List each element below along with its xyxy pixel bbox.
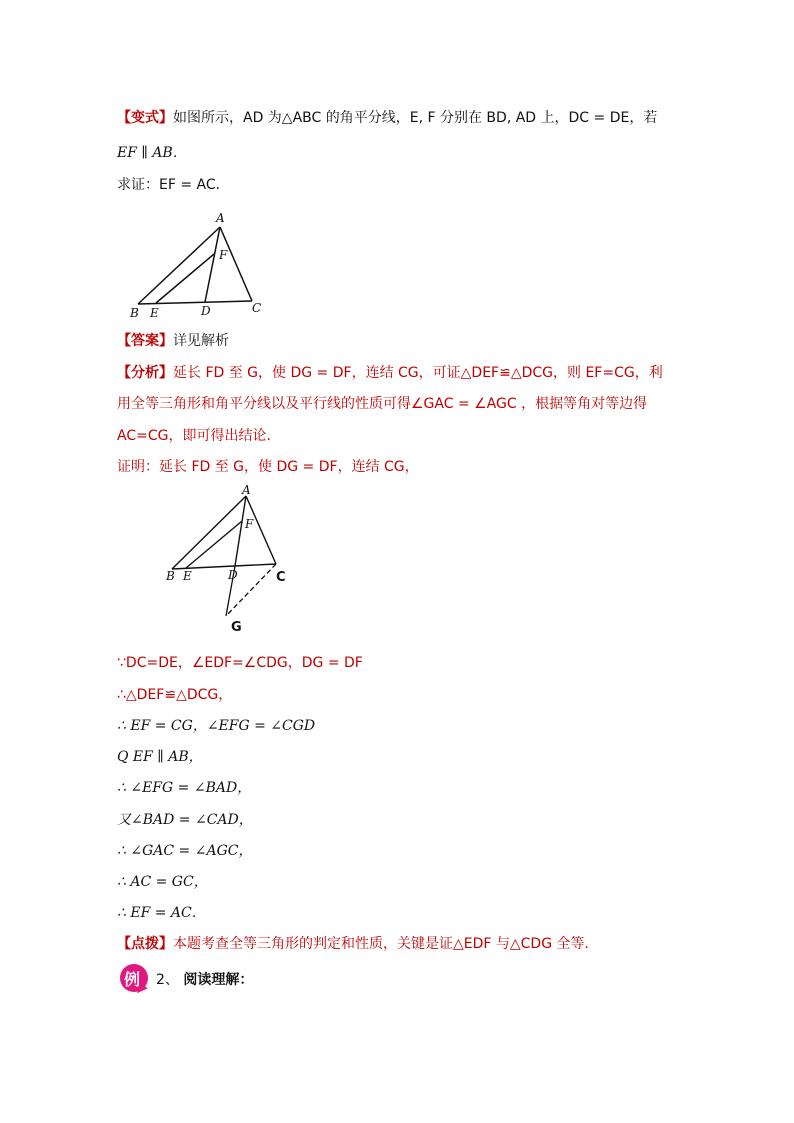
answer-tag: 【答案】 (117, 333, 173, 349)
proof-step-6: 又∠BAD = ∠CAD， (117, 812, 253, 828)
proof-step-5: ∴ ∠EFG = ∠BAD， (117, 780, 252, 796)
label-a: A (242, 484, 251, 497)
segment-ad (235, 496, 246, 566)
label-b: B (130, 306, 139, 320)
label-d: D (228, 568, 238, 582)
analysis-line-2: 用全等三角形和角平分线以及平行线的性质可得∠GAC = ∠AGC ，根据等角对等边得 (117, 396, 648, 412)
variant-tag: 【变式】 (117, 110, 173, 126)
label-f: F (219, 248, 228, 262)
label-d: D (201, 304, 211, 318)
proof-step-8: ∴ AC = GC， (117, 874, 208, 890)
tip-text: 本题考查全等三角形的判定和性质，关键是证△EDF 与△CDG 全等． (173, 936, 599, 952)
label-c: C (276, 570, 286, 585)
example-number: 2、 (156, 972, 179, 988)
label-e: E (150, 306, 159, 320)
proof-step-3: ∴ EF = CG，∠EFG = ∠CGD (117, 718, 316, 734)
variant-line-2: EF ∥ AB． (117, 145, 187, 161)
label-a: A (216, 211, 225, 225)
label-b: B (166, 569, 175, 583)
analysis-text-1: 延长 FD 至 G，使 DG = DF，连结 CG，可证△DEF≌△DCG，则 EF=CG，利 (173, 365, 663, 381)
tip-tag: 【点拨】 (117, 936, 173, 952)
tip-line (117, 934, 599, 954)
triangle-figure-2 (158, 484, 298, 634)
analysis-line-3: AC=CG，即可得出结论. (117, 428, 271, 444)
answer-text: 详见解析 (173, 333, 229, 349)
example-badge-char: 例 (124, 970, 141, 989)
triangle-figure-1 (128, 208, 278, 320)
answer-line (117, 331, 229, 351)
proof-intro: 证明：延长 FD 至 G，使 DG = DF，连结 CG， (117, 459, 419, 475)
example-badge-icon (120, 962, 150, 992)
segment-bc (138, 301, 252, 304)
variant-line-1 (117, 108, 657, 128)
label-g: G (231, 620, 242, 634)
segment-ab (172, 496, 246, 569)
segment-ac (220, 227, 252, 301)
proof-step-2: ∴△DEF≌△DCG， (117, 687, 233, 703)
segment-ab (138, 227, 220, 304)
example-title: 阅读理解： (183, 972, 254, 988)
label-c: C (252, 301, 262, 315)
prove-statement: 求证：EF = AC． (117, 177, 230, 193)
proof-step-9: ∴ EF = AC． (117, 905, 206, 921)
proof-step-7: ∴ ∠GAC = ∠AGC， (117, 843, 253, 859)
variant-text-1: 如图所示，AD 为△ABC 的角平分线，E, F 分别在 BD, AD 上，DC = DE，若 (173, 110, 658, 126)
analysis-line-1 (117, 363, 663, 383)
proof-step-1: ∵DC=DE，∠EDF=∠CDG，DG = DF (117, 655, 363, 671)
label-e: E (183, 569, 192, 583)
label-f: F (245, 517, 254, 531)
proof-step-4: Q EF ∥ AB， (117, 749, 203, 765)
example-heading (156, 970, 253, 990)
analysis-tag: 【分析】 (117, 365, 173, 381)
